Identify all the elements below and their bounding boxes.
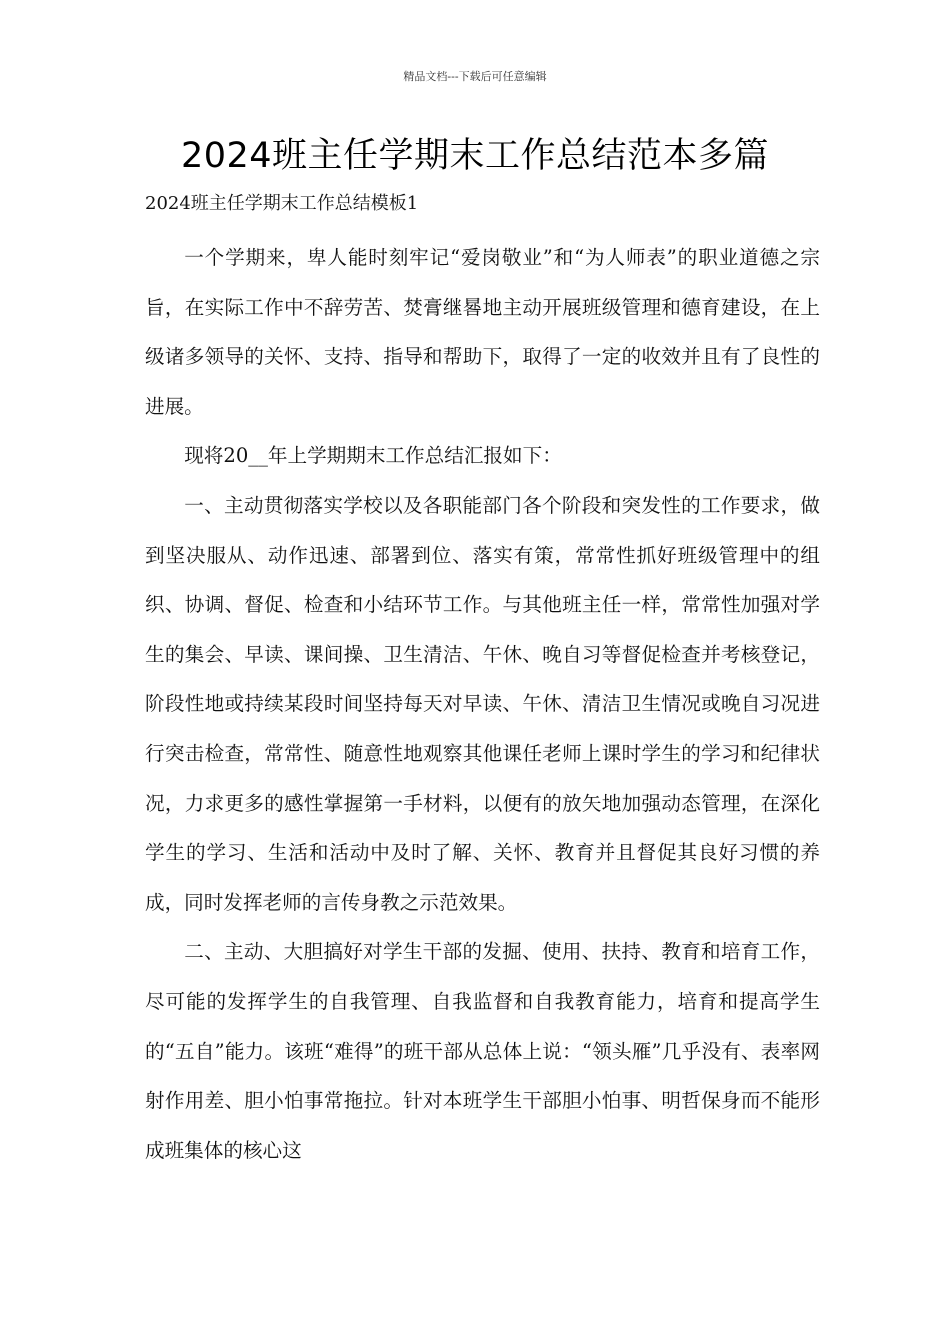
paragraph: 一、主动贯彻落实学校以及各职能部门各个阶段和突发性的工作要求，做到坚决服从、动作迅速、部署到位、落实有策，常常性抓好班级管理中的组织、协调、督促、检查和小结环节工作。与其他班主任一样，常常性加强对学生的集会、早读、课间操、卫生清洁、午休、晚自习等督促检查并考核登记，阶段性地或持续某段时间坚持每天对早读、午休、清洁卫生情况或晚自习况进行突击检查，常常性、随意性地观察其他课任老师上课时学生的学习和纪律状况，力求更多的感性掌握第一手材料，以便有的放矢地加强动态管理，在深化学生的学习、生活和活动中及时了解、关怀、教育并且督促其良好习惯的养成，同时发挥老师的言传身教之示范效果。 bbox=[145, 493, 820, 914]
document-body bbox=[145, 233, 820, 1175]
document-title: 2024班主任学期末工作总结范本多篇 bbox=[180, 136, 770, 176]
paragraph: 二、主动、大胆搞好对学生干部的发掘、使用、扶持、教育和培育工作，尽可能的发挥学生的自我管理、自我监督和自我教育能力，培育和提高学生的“五自”能力。该班“难得”的班干部从总体上说：“领头雁”几乎没有、表率网射作用差、胆小怕事常拖拉。针对本班学生干部胆小怕事、明哲保身而不能形成班集体的核心这 bbox=[145, 940, 820, 1162]
header-note: 精品文档---下载后可任意编辑 bbox=[403, 70, 547, 83]
paragraph: 一个学期来，卑人能时刻牢记“爱岗敬业”和“为人师表”的职业道德之宗旨，在实际工作中不辞劳苦、焚膏继晷地主动开展班级管理和德育建设，在上级诸多领导的关怀、支持、指导和帮助下，取得了一定的收效并且有了良性的进展。 bbox=[145, 246, 820, 418]
section-subtitle: 2024班主任学期末工作总结模板1 bbox=[145, 193, 419, 214]
paragraph: 现将20__年上学期期末工作总结汇报如下： bbox=[184, 444, 562, 468]
